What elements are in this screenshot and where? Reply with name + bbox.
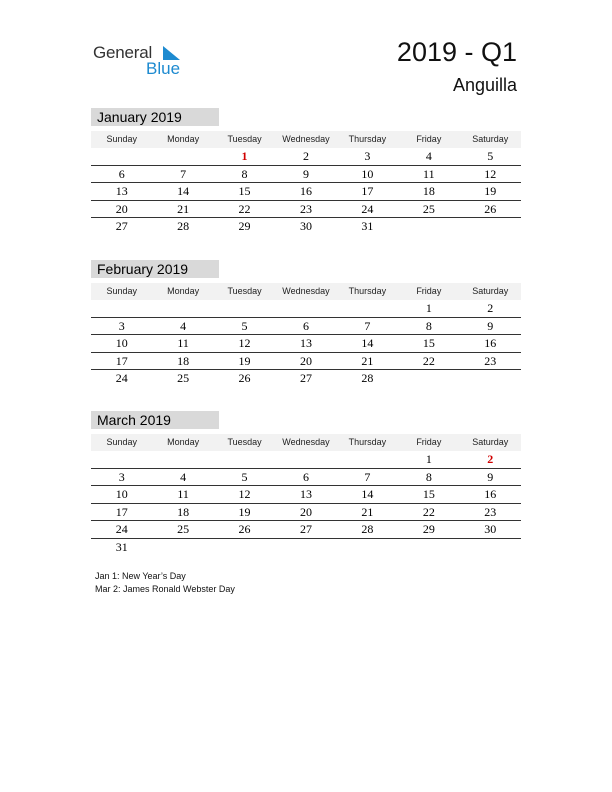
week-row bbox=[91, 504, 521, 522]
weekday-label: Wednesday bbox=[282, 286, 330, 296]
day-cell bbox=[460, 218, 521, 235]
day-cell bbox=[214, 300, 275, 317]
page-title: 2019 - Q1 bbox=[396, 37, 517, 67]
day-cell: 13 bbox=[299, 487, 312, 501]
day-cell: 17 bbox=[115, 353, 128, 368]
day-cell: 25 bbox=[177, 371, 190, 385]
day-cell: 21 bbox=[177, 201, 190, 216]
day-cell: 26 bbox=[484, 201, 497, 216]
day-cell bbox=[337, 300, 398, 317]
day-cell bbox=[152, 148, 213, 165]
holiday-note: Jan 1: New Year’s Day bbox=[95, 571, 186, 581]
week-row bbox=[91, 300, 521, 318]
day-cell: 3 bbox=[118, 318, 125, 333]
day-cell: 5 bbox=[487, 149, 494, 163]
holiday-notes bbox=[95, 570, 235, 596]
day-cell: 10 bbox=[115, 487, 128, 501]
day-cell bbox=[398, 539, 459, 556]
day-cell: 27 bbox=[299, 522, 312, 536]
day-cell: 16 bbox=[299, 184, 312, 198]
day-cell: 3 bbox=[364, 149, 371, 163]
month-grid bbox=[91, 451, 521, 555]
day-cell: 13 bbox=[115, 184, 128, 198]
day-cell: 29 bbox=[238, 219, 251, 233]
weekday-label: Saturday bbox=[472, 437, 509, 447]
generalblue-logo bbox=[93, 40, 193, 80]
weekday-header bbox=[91, 434, 521, 451]
day-cell: 24 bbox=[361, 201, 374, 216]
day-cell: 1 bbox=[425, 452, 432, 466]
day-cell: 21 bbox=[361, 504, 374, 519]
day-cell: 20 bbox=[299, 504, 312, 519]
day-cell: 20 bbox=[299, 353, 312, 368]
day-cell: 2 bbox=[302, 149, 309, 163]
day-cell: 24 bbox=[115, 522, 128, 536]
day-cell bbox=[214, 539, 275, 556]
day-cell: 25 bbox=[177, 522, 190, 536]
day-cell: 6 bbox=[118, 166, 125, 181]
weekday-header bbox=[91, 131, 521, 148]
day-cell: 14 bbox=[361, 336, 374, 350]
day-cell: 1 bbox=[425, 301, 432, 315]
week-row bbox=[91, 201, 521, 219]
day-cell: 21 bbox=[361, 353, 374, 368]
day-cell: 31 bbox=[361, 219, 374, 233]
day-cell: 30 bbox=[299, 219, 312, 233]
day-cell: 27 bbox=[115, 219, 128, 233]
day-cell: 2 bbox=[487, 301, 494, 315]
day-cell: 12 bbox=[484, 166, 497, 181]
day-cell bbox=[275, 451, 336, 468]
day-cell: 9 bbox=[487, 469, 494, 484]
day-cell: 22 bbox=[238, 201, 251, 216]
day-cell: 10 bbox=[361, 166, 374, 181]
week-row bbox=[91, 370, 521, 387]
week-row bbox=[91, 539, 521, 556]
day-cell: 24 bbox=[115, 371, 128, 385]
month-february bbox=[91, 260, 521, 387]
logo-word-general: General bbox=[93, 43, 153, 62]
day-cell: 29 bbox=[422, 522, 435, 536]
weekday-label: Tuesday bbox=[227, 437, 262, 447]
month-march bbox=[91, 411, 521, 555]
day-cell: 7 bbox=[364, 318, 371, 333]
day-cell: 5 bbox=[241, 318, 248, 333]
week-row bbox=[91, 469, 521, 487]
day-cell bbox=[152, 300, 213, 317]
day-cell bbox=[337, 451, 398, 468]
month-title: March 2019 bbox=[91, 411, 219, 429]
day-cell: 17 bbox=[361, 184, 374, 198]
weekday-label: Tuesday bbox=[227, 134, 262, 144]
day-cell: 30 bbox=[484, 522, 497, 536]
holiday-day-cell: 1 bbox=[241, 149, 248, 163]
week-row bbox=[91, 148, 521, 166]
day-cell: 20 bbox=[115, 201, 128, 216]
day-cell: 31 bbox=[115, 539, 128, 554]
day-cell: 28 bbox=[361, 371, 374, 385]
day-cell: 22 bbox=[422, 353, 435, 368]
day-cell: 17 bbox=[115, 504, 128, 519]
day-cell: 19 bbox=[484, 184, 497, 198]
day-cell: 19 bbox=[238, 504, 251, 519]
day-cell: 23 bbox=[299, 201, 312, 216]
day-cell: 4 bbox=[425, 149, 432, 163]
day-cell: 26 bbox=[238, 371, 251, 385]
day-cell: 22 bbox=[422, 504, 435, 519]
day-cell: 8 bbox=[425, 469, 432, 484]
weekday-label: Tuesday bbox=[227, 286, 262, 296]
day-cell bbox=[91, 148, 152, 165]
day-cell bbox=[460, 539, 521, 556]
day-cell: 7 bbox=[180, 166, 187, 181]
day-cell: 28 bbox=[177, 219, 190, 233]
weekday-header bbox=[91, 283, 521, 300]
day-cell bbox=[275, 300, 336, 317]
day-cell: 13 bbox=[299, 336, 312, 350]
day-cell bbox=[91, 300, 152, 317]
month-title: February 2019 bbox=[91, 260, 219, 278]
day-cell: 10 bbox=[115, 336, 128, 350]
month-grid bbox=[91, 148, 521, 235]
country-name: Anguilla bbox=[452, 75, 517, 95]
day-cell: 18 bbox=[422, 184, 435, 198]
day-cell bbox=[214, 451, 275, 468]
day-cell: 8 bbox=[425, 318, 432, 333]
day-cell: 6 bbox=[302, 318, 309, 333]
day-cell bbox=[152, 539, 213, 556]
weekday-label: Sunday bbox=[106, 286, 137, 296]
day-cell bbox=[275, 539, 336, 556]
week-row bbox=[91, 335, 521, 353]
weekday-label: Thursday bbox=[348, 134, 387, 144]
day-cell bbox=[398, 218, 459, 235]
weekday-label: Friday bbox=[416, 134, 442, 144]
weekday-label: Monday bbox=[167, 286, 200, 296]
weekday-label: Wednesday bbox=[282, 134, 330, 144]
day-cell: 12 bbox=[238, 336, 251, 350]
day-cell: 4 bbox=[180, 469, 187, 484]
day-cell: 4 bbox=[180, 318, 187, 333]
weekday-label: Thursday bbox=[348, 286, 387, 296]
day-cell: 15 bbox=[238, 184, 251, 198]
day-cell bbox=[398, 370, 459, 387]
weekday-label: Thursday bbox=[348, 437, 387, 447]
holiday-day-cell: 2 bbox=[487, 452, 494, 466]
day-cell: 18 bbox=[177, 504, 190, 519]
logo-triangle-icon bbox=[163, 46, 180, 60]
weekday-label: Friday bbox=[416, 286, 442, 296]
weekday-label: Monday bbox=[167, 134, 200, 144]
week-row bbox=[91, 521, 521, 539]
day-cell: 7 bbox=[364, 469, 371, 484]
day-cell: 14 bbox=[361, 487, 374, 501]
weekday-label: Wednesday bbox=[282, 437, 330, 447]
day-cell: 27 bbox=[299, 371, 312, 385]
week-row bbox=[91, 218, 521, 235]
day-cell: 16 bbox=[484, 336, 497, 350]
day-cell: 19 bbox=[238, 353, 251, 368]
day-cell: 11 bbox=[177, 336, 189, 350]
month-january bbox=[91, 108, 521, 235]
day-cell: 15 bbox=[422, 336, 435, 350]
weekday-label: Saturday bbox=[472, 134, 509, 144]
month-title: January 2019 bbox=[91, 108, 219, 126]
month-grid bbox=[91, 300, 521, 387]
day-cell bbox=[152, 451, 213, 468]
weekday-label: Friday bbox=[416, 437, 442, 447]
day-cell: 28 bbox=[361, 522, 374, 536]
week-row bbox=[91, 451, 521, 469]
weekday-label: Monday bbox=[167, 437, 200, 447]
day-cell: 11 bbox=[177, 487, 189, 501]
day-cell: 25 bbox=[422, 201, 435, 216]
week-row bbox=[91, 318, 521, 336]
logo-word-blue: Blue bbox=[146, 59, 181, 78]
day-cell: 3 bbox=[118, 469, 125, 484]
week-row bbox=[91, 183, 521, 201]
week-row bbox=[91, 486, 521, 504]
weekday-label: Sunday bbox=[106, 134, 137, 144]
day-cell bbox=[337, 539, 398, 556]
day-cell: 6 bbox=[302, 469, 309, 484]
weekday-label: Saturday bbox=[472, 286, 509, 296]
day-cell: 12 bbox=[238, 487, 251, 501]
week-row bbox=[91, 353, 521, 371]
day-cell: 9 bbox=[302, 166, 309, 181]
day-cell: 16 bbox=[484, 487, 497, 501]
day-cell: 23 bbox=[484, 353, 497, 368]
holiday-note: Mar 2: James Ronald Webster Day bbox=[95, 584, 235, 594]
day-cell: 5 bbox=[241, 469, 248, 484]
day-cell: 9 bbox=[487, 318, 494, 333]
day-cell: 18 bbox=[177, 353, 190, 368]
day-cell: 11 bbox=[423, 166, 435, 181]
day-cell: 14 bbox=[177, 184, 190, 198]
weekday-label: Sunday bbox=[106, 437, 137, 447]
day-cell: 8 bbox=[241, 166, 248, 181]
day-cell bbox=[460, 370, 521, 387]
day-cell: 26 bbox=[238, 522, 251, 536]
week-row bbox=[91, 166, 521, 184]
day-cell: 23 bbox=[484, 504, 497, 519]
day-cell: 15 bbox=[422, 487, 435, 501]
day-cell bbox=[91, 451, 152, 468]
